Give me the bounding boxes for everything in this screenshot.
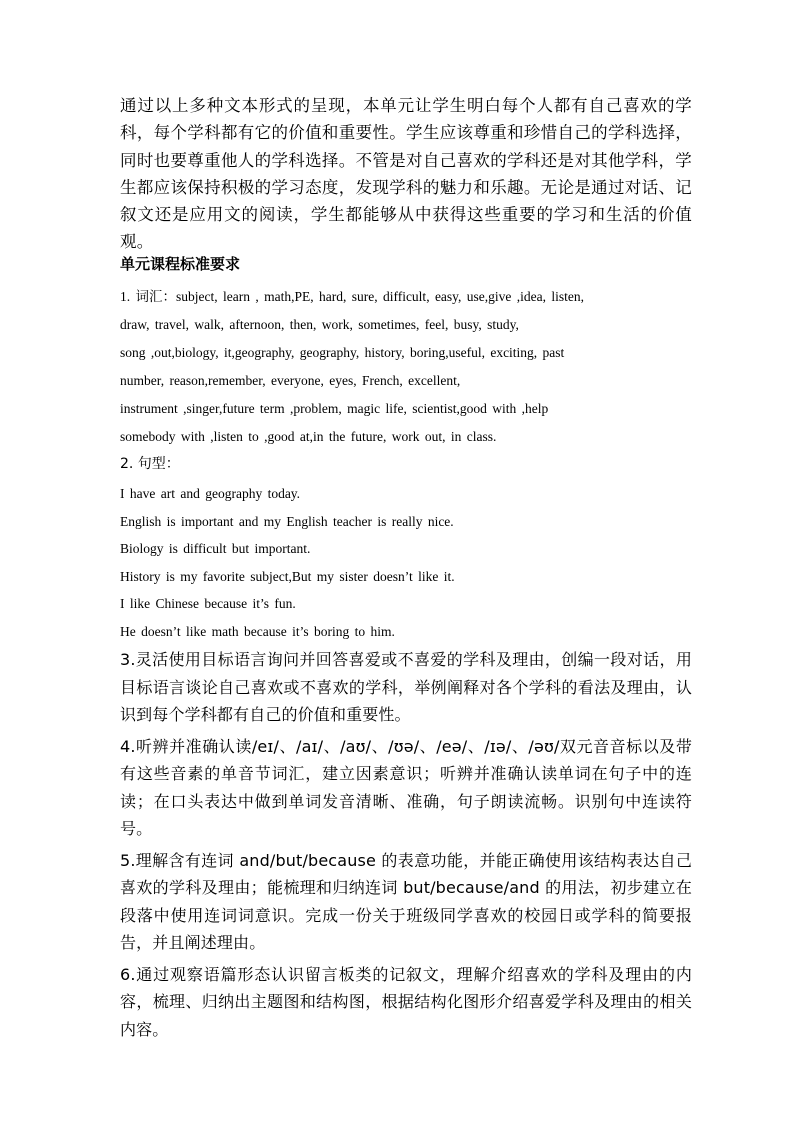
requirement-item-5: 5.理解含有连词 and/but/because 的表意功能，并能正确使用该结构表达自己喜欢的学科及理由；能梳理和归纳连词 but/because/and 的用法，初步建立在段落中使用连词词意识。完成一份关于班级同学喜欢的校园日或学科的简要报告，并且阐述理由。 [120,850,692,952]
intro-text: 通过以上多种文本形式的呈现，本单元让学生明白每个人都有自己喜欢的学科，每个学科都有它的价值和重要性。学生应该尊重和珍惜自己的学科选择，同时也要尊重他人的学科选择。不管是对自己喜欢的学科还是对其他学科，学生都应该保持积极的学习态度，发现学科的魅力和乐趣。无论是通过对话、记叙文还是应用文的阅读，学生都能够从中获得这些重要的学习和生活的价值观。 [120,96,692,252]
sentence-line: History is my favorite subject,But my sister doesn’t like it. [120,568,455,584]
sentence-line: English is important and my English teacher is really nice. [120,513,454,529]
intro-paragraph [120,92,692,256]
vocab-line: 1. 词汇：subject, learn , math,PE, hard, sure, difficult, easy, use,give ,idea, listen, [120,289,585,304]
vocab-line: somebody with ,listen to ,good at,in the future, work out, in class. [120,429,497,444]
sentence-line: Biology is difficult but important. [120,541,311,556]
section-heading: 单元课程标准要求 [120,255,241,273]
vocab-line: draw, travel, walk, afternoon, then, work, sometimes, feel, busy, study, [120,317,519,332]
requirement-item-3: 3.灵活使用目标语言询问并回答喜爱或不喜爱的学科及理由，创编一段对话，用目标语言谈论自己喜欢或不喜欢的学科，举例阐释对各个学科的看法及理由，认识到每个学科都有自己的价值和重要性。 [120,650,692,724]
sentence-line: I like Chinese because it’s fun. [120,596,296,611]
sentence-line: I have art and geography today. [120,486,301,501]
vocab-line: number, reason,remember, everyone, eyes, French, excellent, [120,373,461,388]
requirement-items [120,646,692,1047]
vocab-line: instrument ,singer,future term ,problem, magic life, scientist,good with ,help [120,401,549,416]
vocabulary-list [120,283,680,451]
vocab-line: song ,out,biology, it,geography, geography, history, boring,useful, exciting, past [120,345,565,360]
sentence-list [120,480,680,645]
requirement-item-6: 6.通过观察语篇形态认识留言板类的记叙文，理解介绍喜欢的学科及理由的内容，梳理、归纳出主题图和结构图，根据结构化图形介绍喜爱学科及理由的相关内容。 [120,964,692,1039]
requirement-item-4: 4.听辨并准确认读/eɪ/、/aɪ/、/aʊ/、/ʊə/、/eə/、/ɪə/、/əʊ/双元音音标以及带有这些音素的单音节词汇，建立因素意识；听辨并准确认读单词在句子中的连读；在口头表达中做到单词发音清晰、准确，句子朗读流畅。识别句中连读符号。 [120,736,692,838]
sentence-pattern-label: 2. 句型： [120,456,180,472]
sentence-line: He doesn’t like math because it’s boring to him. [120,623,395,639]
